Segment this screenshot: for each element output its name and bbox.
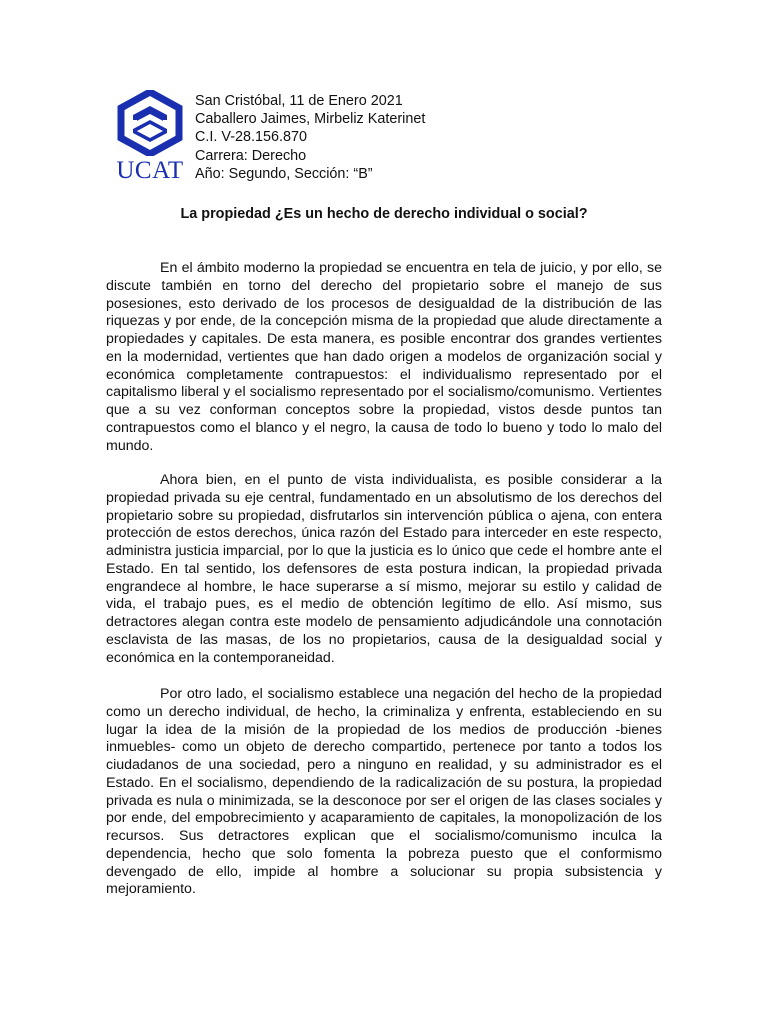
- year-line: Año: Segundo, Sección: “B”: [195, 165, 373, 182]
- essay-title: La propiedad ¿Es un hecho de derecho individual o social?: [180, 206, 588, 222]
- paragraph-3: Por otro lado, el socialismo establece una negación del hecho de la propiedad como un derecho individual, de hecho, la criminaliza y enfrenta, estableciendo en su lugar la idea de la misión de la propiedad de los medios de producción -bienes inmuebles- como un objeto de derecho compartido, pertenece por tanto a todos los ciudadanos de una sociedad, pero a ninguno en realidad, y su administrador es el Estado. En el socialismo, dependiendo de la radicalización de su postura, la propiedad privada es nula o minimizada, se la desconoce por ser el origen de las clases sociales y por ende, del empobrecimiento y acaparamiento de capitales, la monopolización de los recursos. Sus detractores explican que el socialismo/comunismo inculca la dependencia, hecho que solo fomenta la pobreza puesto que el conformismo devengado de ello, impide al hombre a solucionar su propia subsistencia y mejoramiento.: [106, 686, 662, 898]
- id-line: C.I. V-28.156.870: [195, 129, 308, 146]
- ucat-emblem-icon: [117, 90, 183, 156]
- author-header: [195, 92, 425, 183]
- paragraph-1: En el ámbito moderno la propiedad se encuentra en tela de juicio, y por ello, se discute también en torno del derecho del propietario sobre el manejo de sus posesiones, esto derivado de los procesos de desigualdad de la distribución de las riquezas y por ende, de la concepción misma de la propiedad que alude directamente a propiedades y capitales. De esta manera, es posible encontrar dos grandes vertientes en la modernidad, vertientes que han dado origen a modelos de organización social y económica completamente contrapuestos: el individualismo representado por el capitalismo liberal y el socialismo representado por el socialismo/comunismo. Vertientes que a su vez conforman conceptos sobre la propiedad, vistos desde puntos tan contrapuestos como el blanco y el negro, la causa de todo lo bueno y todo lo malo del mundo.: [106, 260, 662, 454]
- paragraph-2: Ahora bien, en el punto de vista individualista, es posible considerar a la propiedad privada su eje central, fundamentado en un absolutismo de los derechos del propietario sobre su propiedad, disfrutarlos sin intervención pública o ajena, con entera protección de estos derechos, única razón del Estado para interceder en este respecto, administra justicia imparcial, por lo que la justicia es lo único que cede el hombre ante el Estado. En tal sentido, los defensores de esta postura indican, la propiedad privada engrandece al hombre, le hace superarse a sí mismo, mejorar su estilo y calidad de vida, el trabajo pues, es el medio de obtención legítimo de ello. Así mismo, sus detractores alegan contra este modelo de pensamiento adjudicándole una connotación esclavista de las masas, de los no propietarios, causa de la desigualdad social y económica en la contemporaneidad.: [106, 472, 662, 666]
- logo-wordmark: UCAT: [116, 157, 184, 184]
- ucat-logo: [108, 90, 192, 186]
- name-line: Caballero Jaimes, Mirbeliz Katerinet: [195, 111, 426, 128]
- date-line: San Cristóbal, 11 de Enero 2021: [195, 93, 403, 109]
- career-line: Carrera: Derecho: [195, 147, 307, 164]
